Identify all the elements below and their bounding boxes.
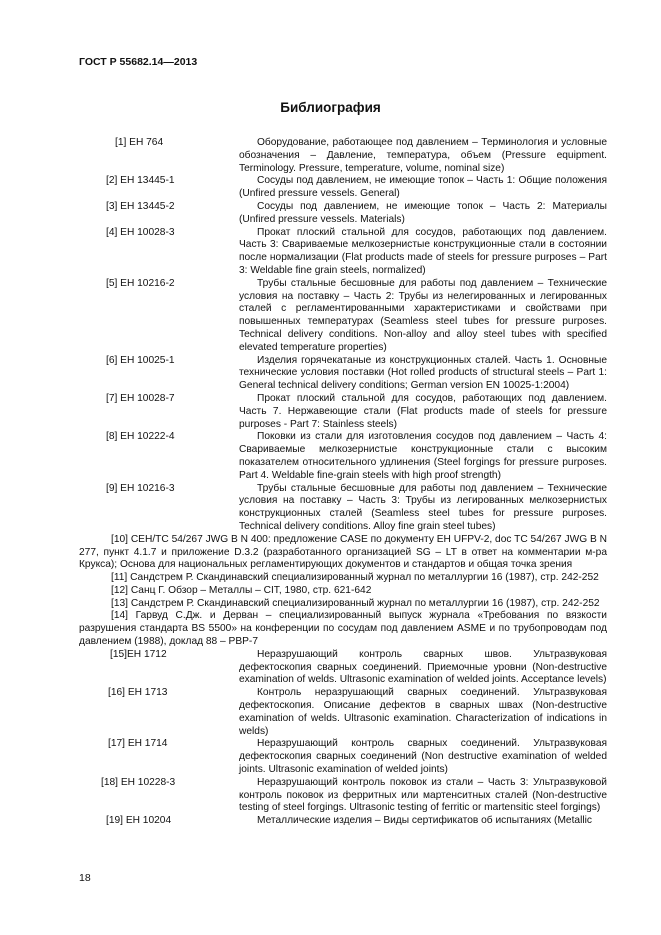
reference-group-1 (79, 137, 607, 534)
bibliography-entry (79, 355, 607, 393)
bibliography-list (79, 137, 607, 828)
reference-description: Поковки из стали для изготовления сосудов под давлением – Часть 4: Свариваемые мелкозернистые конструкционные стали с высоким показателем относительного удлинения (Steel forgings for pressure purposes. Part 4. Weldable fine-grain steels with high proof strength) (239, 431, 607, 481)
reference-description: Прокат плоский стальной для сосудов, работающих под давлением. Часть 7. Нержавеющие стали (Flat products made of steels for pressure purposes - Part 7: Stainless steels) (239, 392, 607, 430)
reference-group-2 (79, 649, 607, 828)
bibliography-entry (79, 483, 607, 534)
reference-id: [19] ЕН 10204 (106, 815, 172, 827)
reference-id: [3] ЕН 13445-2 (106, 200, 175, 212)
reference-description: Трубы стальные бесшовные для работы под давлением – Технические условия на поставку – Часть 3: Трубы из легированных мелкозернистых конструкционных сталей (Seamless steel tubes for pressure purposes. Technical delivery conditions. Alloy fine grain steel tubes) (239, 482, 607, 532)
reference-id: [5] ЕН 10216-2 (106, 277, 175, 289)
reference-description: Металлические изделия – Виды сертификатов об испытаниях (Metallic (257, 815, 592, 827)
bibliography-entry (79, 137, 607, 175)
reference-paragraph: [12] Санц Г. Обзор – Металлы – CIT, 1980, стр. 621-642 (111, 584, 372, 596)
reference-description: Изделия горячекатаные из конструкционных сталей. Часть 1. Основные технические условия поставки (Hot rolled products of structural steels – Part 1: General technical delivery conditions; German version EN 10025-1:2004) (239, 354, 607, 392)
reference-paragraph: [13] Сандстрем Р. Скандинавский специализированный журнал по металлургии 16 (1987), стр. 242-252 (111, 597, 600, 609)
reference-description: Неразрушающий контроль сварных соединений. Ультразвуковая дефектоскопия сварных соединений (Non destructive examination of welded joints. Ultrasonic examination of welded joints) (239, 738, 607, 776)
reference-id: [2] ЕН 13445-1 (106, 175, 175, 187)
reference-description: Неразрушающий контроль сварных швов. Ультразвуковая дефектоскопия сварных соединений. Приемочные уровни (Non-destructive examination of welds. Ultrasonic examination of welded joints. Acceptance levels) (239, 648, 607, 686)
reference-paragraphs (79, 534, 607, 649)
bibliography-entry (79, 227, 607, 278)
bibliography-entry (79, 278, 607, 355)
bibliography-entry (79, 175, 607, 201)
bibliography-entry (79, 431, 607, 482)
bibliography-entry (79, 815, 607, 828)
reference-description: Неразрушающий контроль поковок из стали – Часть 3: Ультразвуковой контроль поковок из ферритных или мартенситных сталей (Non-destructive testing of steel forgings. Ultrasonic testing of ferritic or martensitic steel forgings) (239, 776, 607, 814)
page-number: 18 (79, 872, 91, 884)
reference-description: Контроль неразрушающий сварных соединений. Ультразвуковая дефектоскопия. Описание дефектов в сварных швах (Non-destructive examination of welds. Ultrasonic examination. Characterization of indications in welds) (239, 687, 607, 737)
reference-id: [1] ЕН 764 (115, 137, 164, 148)
reference-id: [9] ЕН 10216-3 (106, 482, 175, 494)
bibliography-entry (79, 687, 607, 738)
reference-paragraph: [11] Сандстрем Р. Скандинавский специализированный журнал по металлургии 16 (1987), стр. 242-252 (111, 572, 599, 584)
reference-description: Сосуды под давлением, не имеющие топок – Часть 2: Материалы (Unfired pressure vessels. Materials) (239, 200, 607, 225)
reference-id: [15]ЕН 1712 (110, 648, 167, 660)
reference-description: Трубы стальные бесшовные для работы под давлением – Технические условия на поставку – Часть 2: Трубы из нелегированных и легированных сталей с регламентированными характеристиками и свойствами при повышенных температурах (Seamless steel tubes for pressure purposes. Technical delivery conditions. Non-alloy and alloy steel tubes with specified elevated temperature properties) (239, 277, 607, 353)
reference-id: [4] ЕН 10028-3 (106, 226, 175, 238)
reference-description: Прокат плоский стальной для сосудов, работающих под давлением. Часть 3: Свариваемые мелкозернистые конструкционные стали в состоянии после нормализации (Flat products made of steels for pressure purposes – Part 3: Weldable fine grain steels, normalized) (239, 226, 607, 276)
reference-id: [18] ЕН 10228-3 (101, 776, 176, 788)
section-title: Библиография (280, 100, 381, 115)
standard-header: ГОСТ Р 55682.14—2013 (79, 56, 198, 68)
reference-id: [17] ЕН 1714 (108, 738, 168, 750)
reference-id: [7] ЕН 10028-7 (106, 392, 175, 404)
reference-paragraph: [14] Гарвуд С.Дж. и Дерван – специализированный выпуск журнала «Требования по вязкости разрушения стандарта BS 5500» на конференции по сосудам под давлением ASME и по трубопроводам под давлением (1988), доклад 88 – PBP-7 (79, 610, 607, 648)
bibliography-entry (79, 649, 607, 687)
bibliography-entry (79, 738, 607, 776)
reference-description: Оборудование, работающее под давлением – Терминология и условные обозначения – Давление, температура, объем (Pressure equipment. Terminology. Pressure, temperature, volume, nominal size) (239, 137, 607, 174)
reference-id: [8] ЕН 10222-4 (106, 431, 175, 443)
reference-paragraph: [10] CEH/TC 54/267 JWG B N 400: предложение CASE по документу ЕН UFPV-2, doc TC 54/267 JWG B N 277, пункт 4.1.7 и приложение D.3.2 (разработанного организацией SG – LT в ответ на комментарии м-ра Крукса); Основа для национальных регламентирующих документов и стандартов и общая точка зрения (79, 533, 607, 571)
bibliography-entry (79, 201, 607, 227)
bibliography-entry (79, 777, 607, 815)
bibliography-entry (79, 393, 607, 431)
reference-description: Сосуды под давлением, не имеющие топок – Часть 1: Общие положения (Unfired pressure vessels. General) (239, 175, 607, 200)
reference-id: [6] ЕН 10025-1 (106, 354, 175, 366)
reference-id: [16] ЕН 1713 (108, 687, 168, 699)
